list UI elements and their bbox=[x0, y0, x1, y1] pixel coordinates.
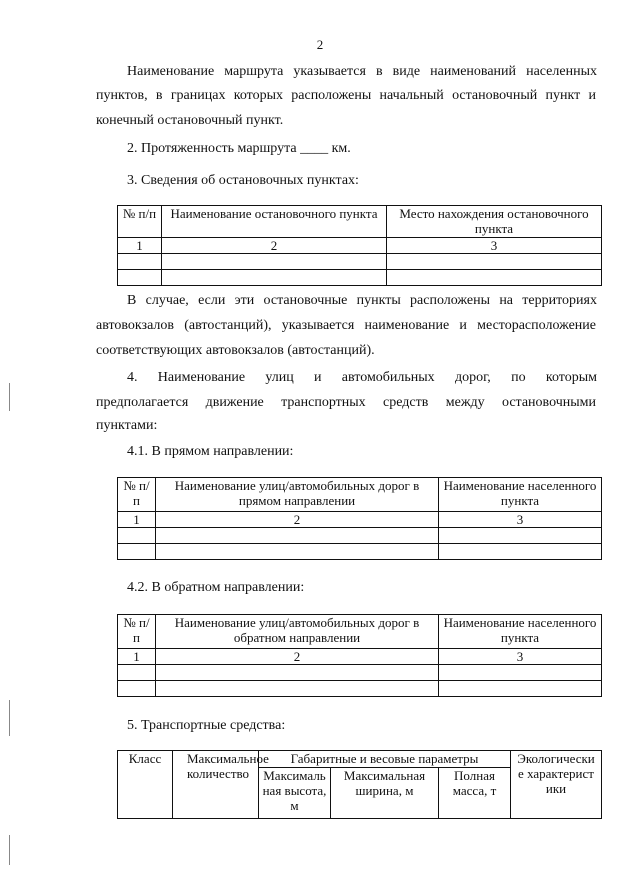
table-header-row bbox=[118, 615, 602, 649]
table-row bbox=[118, 544, 602, 560]
empty-cell bbox=[387, 254, 602, 270]
header-backward-roads: Наименование улиц/автомобильных дорог в обратном направлении bbox=[156, 615, 439, 649]
table-row bbox=[118, 528, 602, 544]
index-cell: 3 bbox=[439, 649, 602, 665]
item-3-heading: 3. Сведения об остановочных пунктах: bbox=[127, 173, 359, 188]
stations-note-line-2: автовокзалов (автостанций), указывается наименование и месторасположение bbox=[96, 318, 596, 333]
header-ecological: Экологические характеристики bbox=[511, 751, 602, 819]
index-cell: 3 bbox=[439, 512, 602, 528]
intro-line-3: конечный остановочный пункт. bbox=[96, 113, 284, 128]
index-cell: 3 bbox=[387, 238, 602, 254]
empty-cell bbox=[118, 528, 156, 544]
empty-cell bbox=[156, 528, 439, 544]
item-4-1-heading: 4.1. В прямом направлении: bbox=[127, 444, 294, 459]
table-index-row bbox=[118, 649, 602, 665]
stops-table bbox=[117, 205, 602, 286]
index-cell: 1 bbox=[118, 238, 162, 254]
empty-cell bbox=[439, 528, 602, 544]
item-4-line-2: предполагается движение транспортных средств между остановочными bbox=[96, 395, 596, 410]
empty-cell bbox=[439, 544, 602, 560]
header-max-height: Максимальная высота, м bbox=[259, 768, 331, 819]
header-max-count: Максимальное количество bbox=[173, 751, 259, 819]
empty-cell bbox=[387, 270, 602, 286]
backward-direction-table bbox=[117, 614, 602, 697]
item-2-route-length: 2. Протяженность маршрута ____ км. bbox=[127, 141, 351, 156]
index-cell: 1 bbox=[118, 512, 156, 528]
empty-cell bbox=[156, 544, 439, 560]
scan-mark bbox=[9, 835, 10, 865]
item-4-line-1: 4. Наименование улиц и автомобильных дорог, по которым bbox=[127, 370, 597, 385]
intro-line-2: пунктов, в границах которых расположены начальный остановочный пункт и bbox=[96, 88, 596, 103]
header-dimensions-weight: Габаритные и весовые параметры bbox=[259, 751, 511, 768]
header-stop-name: Наименование остановочного пункта bbox=[162, 206, 387, 238]
header-total-mass: Полная масса, т bbox=[439, 768, 511, 819]
item-4-line-3: пунктами: bbox=[96, 418, 158, 433]
index-cell: 2 bbox=[156, 512, 439, 528]
table-header-row bbox=[118, 751, 602, 768]
header-settlement: Наименование населенного пункта bbox=[439, 478, 602, 512]
empty-cell bbox=[118, 544, 156, 560]
empty-cell bbox=[118, 270, 162, 286]
index-cell: 2 bbox=[156, 649, 439, 665]
intro-line-1: Наименование маршрута указывается в виде наименований населенных bbox=[127, 64, 597, 79]
index-cell: 1 bbox=[118, 649, 156, 665]
table-index-row bbox=[118, 512, 602, 528]
table-row bbox=[118, 681, 602, 697]
header-number: № п/п bbox=[118, 615, 156, 649]
table-header-row bbox=[118, 206, 602, 238]
scan-mark bbox=[9, 383, 10, 411]
empty-cell bbox=[162, 254, 387, 270]
header-forward-roads: Наименование улиц/автомобильных дорог в прямом направлении bbox=[156, 478, 439, 512]
header-max-width: Максимальная ширина, м bbox=[331, 768, 439, 819]
empty-cell bbox=[439, 665, 602, 681]
empty-cell bbox=[118, 254, 162, 270]
stations-note-line-1: В случае, если эти остановочные пункты расположены на территориях bbox=[127, 293, 597, 308]
index-cell: 2 bbox=[162, 238, 387, 254]
page-number: 2 bbox=[316, 37, 324, 52]
scan-mark bbox=[9, 700, 10, 736]
header-settlement: Наименование населенного пункта bbox=[439, 615, 602, 649]
empty-cell bbox=[156, 681, 439, 697]
header-stop-location: Место нахождения остановочного пункта bbox=[387, 206, 602, 238]
empty-cell bbox=[118, 665, 156, 681]
header-number: № п/п bbox=[118, 478, 156, 512]
empty-cell bbox=[439, 681, 602, 697]
forward-direction-table bbox=[117, 477, 602, 560]
item-4-2-heading: 4.2. В обратном направлении: bbox=[127, 580, 305, 595]
header-number: № п/п bbox=[118, 206, 162, 238]
table-row bbox=[118, 254, 602, 270]
item-5-heading: 5. Транспортные средства: bbox=[127, 718, 286, 733]
header-class: Класс bbox=[118, 751, 173, 819]
vehicles-table bbox=[117, 750, 602, 819]
table-row bbox=[118, 665, 602, 681]
table-header-row bbox=[118, 478, 602, 512]
empty-cell bbox=[118, 681, 156, 697]
empty-cell bbox=[162, 270, 387, 286]
empty-cell bbox=[156, 665, 439, 681]
table-row bbox=[118, 270, 602, 286]
table-index-row bbox=[118, 238, 602, 254]
stations-note-line-3: соответствующих автовокзалов (автостанций). bbox=[96, 343, 375, 358]
